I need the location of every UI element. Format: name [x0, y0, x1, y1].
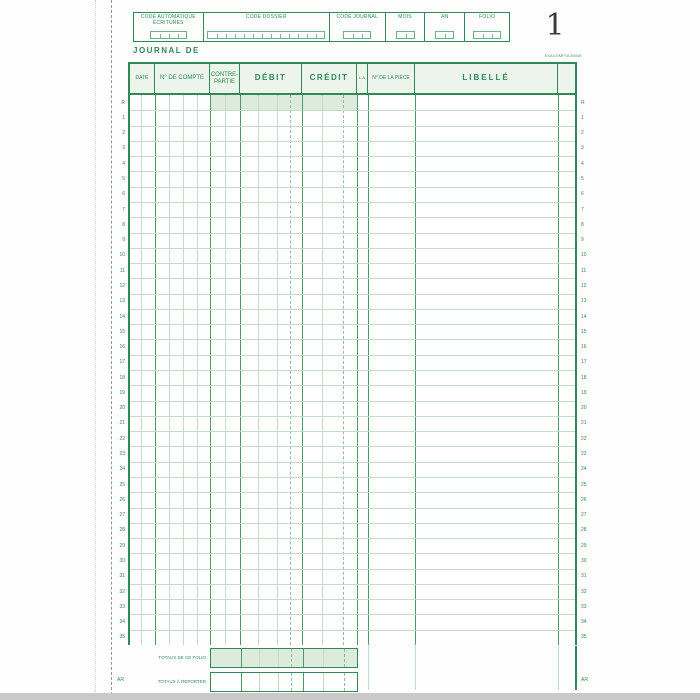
row-number: R	[121, 99, 125, 106]
row-number: 10	[119, 252, 125, 259]
row-number: 27	[581, 512, 587, 519]
box-code-journal	[330, 13, 386, 41]
scan-bottom-edge	[0, 693, 700, 700]
row-number: 27	[119, 512, 125, 519]
perforation-line-inner	[111, 0, 112, 700]
subcolumn-line	[323, 649, 324, 667]
comb-tick	[169, 34, 170, 38]
row-number: 10	[581, 252, 587, 259]
row-line	[130, 355, 575, 356]
row-line	[130, 126, 575, 127]
box-label: MOIS	[398, 14, 412, 20]
box-label: CODE DOSSIER	[245, 14, 287, 20]
row-number: 26	[581, 496, 587, 503]
table-header-row	[130, 64, 575, 95]
row-number: 28	[581, 527, 587, 534]
footer-column-line	[415, 646, 416, 690]
subcolumn-line	[259, 673, 260, 691]
row-line	[130, 233, 575, 234]
cents-dashed-line	[344, 649, 345, 667]
row-number: 32	[581, 588, 587, 595]
row-number: 23	[581, 451, 587, 458]
box-mois	[386, 13, 426, 41]
row-line	[130, 553, 575, 554]
row-number: 11	[119, 267, 125, 274]
row-number: 29	[581, 542, 587, 549]
row-number: 7	[122, 206, 125, 213]
box-code-automatique-ecritures	[134, 13, 204, 41]
row-number: 16	[119, 344, 125, 351]
row-number: 8	[581, 221, 584, 228]
column-header-debit: DÉBIT	[240, 64, 302, 93]
row-number: 24	[581, 466, 587, 473]
report-row-shade	[210, 95, 357, 110]
row-number: 28	[119, 527, 125, 534]
row-number: 14	[119, 313, 125, 320]
column-line	[303, 649, 304, 667]
row-line	[130, 401, 575, 402]
row-number: 15	[119, 328, 125, 335]
row-number: 15	[581, 328, 587, 335]
row-line	[130, 614, 575, 615]
row-number: 20	[581, 405, 587, 412]
column-header-credit: CRÉDIT	[302, 64, 357, 93]
totals-reporter-label: TOTAUX À REPORTER	[157, 679, 206, 685]
row-line	[130, 309, 575, 310]
row-number: 5	[581, 176, 584, 183]
row-number: 31	[119, 573, 125, 580]
row-line	[130, 294, 575, 295]
row-number: 3	[581, 145, 584, 152]
comb-tick	[289, 34, 290, 38]
row-number: 22	[581, 435, 587, 442]
comb-tick	[362, 34, 363, 38]
row-number: 25	[581, 481, 587, 488]
row-line	[130, 202, 575, 203]
row-line	[130, 324, 575, 325]
header-code-strip	[133, 12, 510, 42]
comb-tick	[307, 34, 308, 38]
row-number: 2	[122, 130, 125, 137]
row-line	[130, 477, 575, 478]
left-row-numbers	[114, 95, 125, 645]
cents-dashed-line	[291, 673, 292, 691]
row-number: 32	[119, 588, 125, 595]
row-line	[130, 462, 575, 463]
row-line	[130, 508, 575, 509]
comb-tick	[406, 34, 407, 38]
page-folio-number: 1	[545, 8, 565, 43]
row-number: 14	[581, 313, 587, 320]
row-number: 19	[581, 389, 587, 396]
comb-tick	[226, 34, 227, 38]
row-number: 9	[581, 237, 584, 244]
column-header-contre-partie: CONTRE- PARTIE	[210, 64, 240, 93]
row-line	[130, 431, 575, 432]
row-number: 35	[581, 634, 587, 641]
column-line	[241, 649, 242, 667]
row-line	[130, 584, 575, 585]
comb-tick	[217, 34, 218, 38]
row-line	[130, 370, 575, 371]
row-number: 24	[119, 466, 125, 473]
row-number: 26	[119, 496, 125, 503]
row-line	[130, 110, 575, 111]
row-line	[130, 278, 575, 279]
entry-cells	[396, 31, 415, 39]
row-number: 7	[581, 206, 584, 213]
row-number: 23	[119, 451, 125, 458]
column-line	[241, 673, 242, 691]
column-header-la: L.A	[357, 64, 368, 93]
row-number: 1	[122, 114, 125, 121]
row-number: 9	[122, 237, 125, 244]
comb-tick	[298, 34, 299, 38]
cents-dashed-line	[291, 649, 292, 667]
row-number: 18	[581, 374, 587, 381]
row-number: 2	[581, 130, 584, 137]
ar-row-label-left: AR	[117, 677, 124, 683]
row-line	[130, 523, 575, 524]
box-label: AN	[441, 14, 449, 20]
row-line	[130, 385, 575, 386]
brand-reference: EXACOMPTA 8000E	[544, 53, 582, 59]
row-line	[130, 187, 575, 188]
row-number: 34	[119, 619, 125, 626]
comb-tick	[271, 34, 272, 38]
column-line	[303, 673, 304, 691]
row-line	[130, 446, 575, 447]
row-number: 6	[581, 191, 584, 198]
entry-cells	[343, 31, 371, 39]
row-number: 11	[581, 267, 587, 274]
row-line	[130, 538, 575, 539]
box-label: CODE AUTOMATIQUE ÉCRITURES	[140, 14, 196, 26]
journal-title: JOURNAL DE	[133, 46, 200, 55]
row-line	[130, 339, 575, 340]
entry-cells	[150, 31, 187, 39]
row-line	[130, 156, 575, 157]
comb-tick	[316, 34, 317, 38]
row-number: 35	[119, 634, 125, 641]
row-number: 12	[581, 282, 587, 289]
row-number: R	[581, 99, 585, 106]
box-label: FOLIO	[479, 14, 496, 20]
comb-tick	[445, 34, 446, 38]
ar-row-label-right: AR	[581, 677, 588, 683]
table-body	[130, 95, 575, 645]
row-line	[130, 141, 575, 142]
box-an	[425, 13, 465, 41]
column-header-libelle: LIBELLÉ	[415, 64, 558, 93]
row-number: 17	[581, 359, 587, 366]
comb-tick	[178, 34, 179, 38]
box-folio	[465, 13, 509, 41]
journal-table	[128, 62, 577, 645]
totals-folio-box	[210, 648, 358, 668]
row-line	[130, 263, 575, 264]
row-number: 20	[119, 405, 125, 412]
comb-tick	[262, 34, 263, 38]
comb-tick	[244, 34, 245, 38]
row-number: 21	[119, 420, 125, 427]
column-header-date: DATE	[130, 64, 155, 93]
column-header-numero-compte: N° DE COMPTE	[155, 64, 210, 93]
row-number: 16	[581, 344, 587, 351]
row-line	[130, 217, 575, 218]
totals-folio-label: TOTAUX DE CE FOLIO	[158, 655, 206, 661]
row-number: 17	[119, 359, 125, 366]
entry-cells	[435, 31, 454, 39]
row-number: 34	[581, 619, 587, 626]
comb-tick	[235, 34, 236, 38]
row-line	[130, 171, 575, 172]
row-number: 6	[122, 191, 125, 198]
row-line	[130, 630, 575, 631]
right-row-numbers	[581, 95, 593, 645]
comb-tick	[483, 34, 484, 38]
perforation-line-outer	[95, 0, 96, 700]
subcolumn-line	[278, 673, 279, 691]
column-header-numero-piece: N° DE LA PIÈCE	[368, 64, 415, 93]
row-number: 33	[119, 603, 125, 610]
row-line	[130, 599, 575, 600]
row-number: 5	[122, 176, 125, 183]
subcolumn-line	[323, 673, 324, 691]
row-number: 29	[119, 542, 125, 549]
row-number: 30	[581, 557, 587, 564]
comb-tick	[253, 34, 254, 38]
totals-reporter-box	[210, 672, 358, 692]
row-line	[130, 492, 575, 493]
cents-dashed-line	[344, 673, 345, 691]
footer-column-line	[558, 646, 559, 690]
row-number: 13	[119, 298, 125, 305]
row-line	[130, 569, 575, 570]
row-number: 31	[581, 573, 587, 580]
comb-tick	[492, 34, 493, 38]
row-number: 8	[122, 221, 125, 228]
footer-column-line	[368, 646, 369, 690]
row-line	[130, 416, 575, 417]
row-number: 4	[581, 160, 584, 167]
subcolumn-line	[278, 649, 279, 667]
row-number: 3	[122, 145, 125, 152]
row-number: 4	[122, 160, 125, 167]
row-line	[130, 248, 575, 249]
row-number: 33	[581, 603, 587, 610]
column-header-end	[558, 64, 575, 93]
row-number: 19	[119, 389, 125, 396]
box-code-dossier	[204, 13, 330, 41]
row-number: 21	[581, 420, 587, 427]
entry-cells	[207, 31, 325, 39]
comb-tick	[353, 34, 354, 38]
row-number: 30	[119, 557, 125, 564]
footer-right-border-line	[575, 646, 577, 690]
row-number: 13	[581, 298, 587, 305]
comb-tick	[160, 34, 161, 38]
comb-tick	[280, 34, 281, 38]
row-number: 25	[119, 481, 125, 488]
subcolumn-line	[259, 649, 260, 667]
row-number: 12	[119, 282, 125, 289]
row-number: 1	[581, 114, 584, 121]
box-label: CODE JOURNAL	[336, 14, 379, 20]
row-number: 18	[119, 374, 125, 381]
row-number: 22	[119, 435, 125, 442]
entry-cells	[473, 31, 501, 39]
